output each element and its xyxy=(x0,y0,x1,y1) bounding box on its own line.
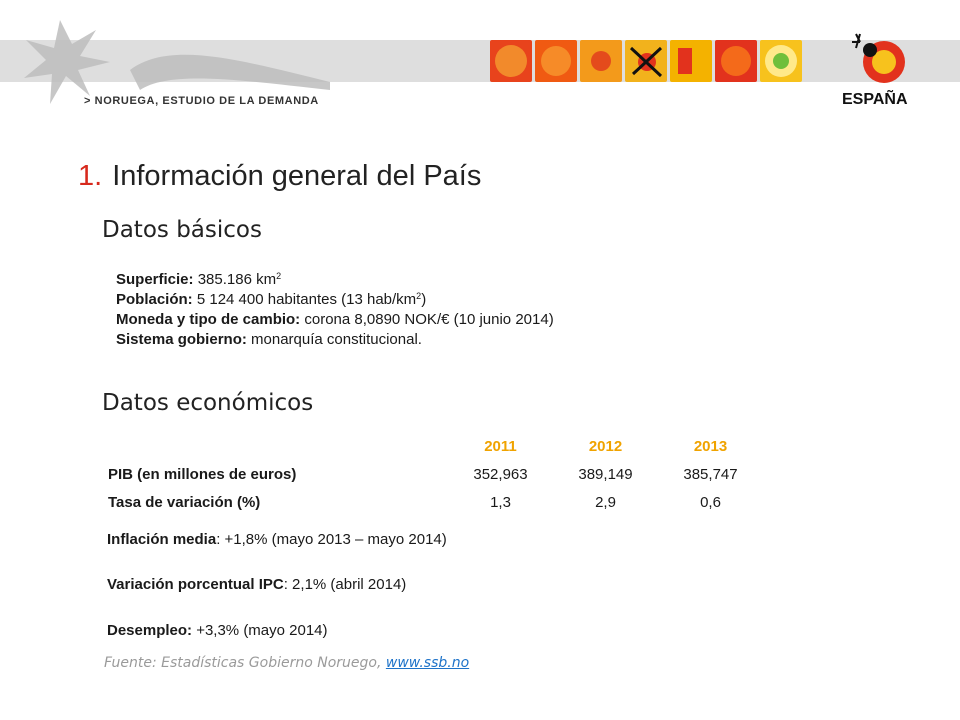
moneda-value: corona 8,0890 NOK/€ (10 junio 2014) xyxy=(300,311,554,328)
year-header: 2011 xyxy=(484,437,517,455)
basic-heading: Datos básicos xyxy=(102,217,262,243)
unemployment-line xyxy=(107,622,328,639)
header-tiles xyxy=(490,40,802,82)
superficie-label: Superficie: xyxy=(116,271,194,288)
superficie-sup: 2 xyxy=(276,271,282,281)
inflation-label: Inflación media xyxy=(107,531,217,548)
spain-logo-icon xyxy=(840,30,925,110)
economic-heading: Datos económicos xyxy=(102,390,314,416)
economic-table xyxy=(102,432,763,516)
logo-text: ESPAÑA xyxy=(842,91,908,108)
unemployment-value: +3,3% (mayo 2014) xyxy=(192,622,328,639)
breadcrumb: > NORUEGA, ESTUDIO DE LA DEMANDA xyxy=(84,95,319,107)
tile-sun-5 xyxy=(715,40,757,82)
table-cell: 389,149 xyxy=(578,465,633,483)
source-text: Fuente: Estadísticas Gobierno Noruego, xyxy=(104,655,386,671)
tile-sun-3 xyxy=(580,40,622,82)
row-label: PIB (en millones de euros) xyxy=(108,465,297,483)
source-link[interactable]: www.ssb.no xyxy=(385,655,470,671)
ipc-label: Variación porcentual IPC xyxy=(107,576,284,593)
table-corner xyxy=(102,432,448,460)
fact-poblacion xyxy=(116,290,554,310)
table-header-row xyxy=(102,432,763,460)
sistema-value: monarquía constitucional. xyxy=(246,331,422,348)
table-cell: 2,9 xyxy=(595,493,616,511)
tile-figure xyxy=(625,40,667,82)
year-header: 2012 xyxy=(588,437,623,455)
title-number: 1. xyxy=(78,160,103,192)
table-cell: 385,747 xyxy=(683,465,738,483)
superficie-value: 385.186 km xyxy=(193,271,277,288)
table-row xyxy=(102,460,763,488)
inflation-line xyxy=(107,531,447,548)
sistema-label: Sistema gobierno: xyxy=(116,331,247,348)
basic-facts xyxy=(116,270,554,350)
poblacion-end: ) xyxy=(421,291,427,308)
unemployment-label: Desempleo: xyxy=(107,622,193,639)
table-row xyxy=(102,488,763,516)
poblacion-label: Población: xyxy=(116,291,193,308)
tile-sun-4 xyxy=(670,40,712,82)
moneda-label: Moneda y tipo de cambio: xyxy=(116,311,301,328)
inflation-value: : +1,8% (mayo 2013 – mayo 2014) xyxy=(216,531,447,548)
table-cell: 1,3 xyxy=(490,493,511,511)
table-cell: 352,963 xyxy=(473,465,528,483)
tile-sun-1 xyxy=(490,40,532,82)
tile-sun-2 xyxy=(535,40,577,82)
row-label: Tasa de variación (%) xyxy=(108,493,261,511)
page-title xyxy=(78,160,481,193)
poblacion-value: 5 124 400 habitantes (13 hab/km xyxy=(192,291,417,308)
fact-moneda xyxy=(116,310,554,330)
poblacion-sup: 2 xyxy=(416,291,422,301)
source-note xyxy=(104,655,469,671)
fact-superficie xyxy=(116,270,554,290)
title-text: Información general del País xyxy=(112,160,482,192)
fact-sistema xyxy=(116,330,554,350)
table-cell: 0,6 xyxy=(700,493,721,511)
ipc-value: : 2,1% (abril 2014) xyxy=(283,576,407,593)
tile-sun-6 xyxy=(760,40,802,82)
year-header: 2013 xyxy=(693,437,728,455)
ipc-line xyxy=(107,576,406,593)
